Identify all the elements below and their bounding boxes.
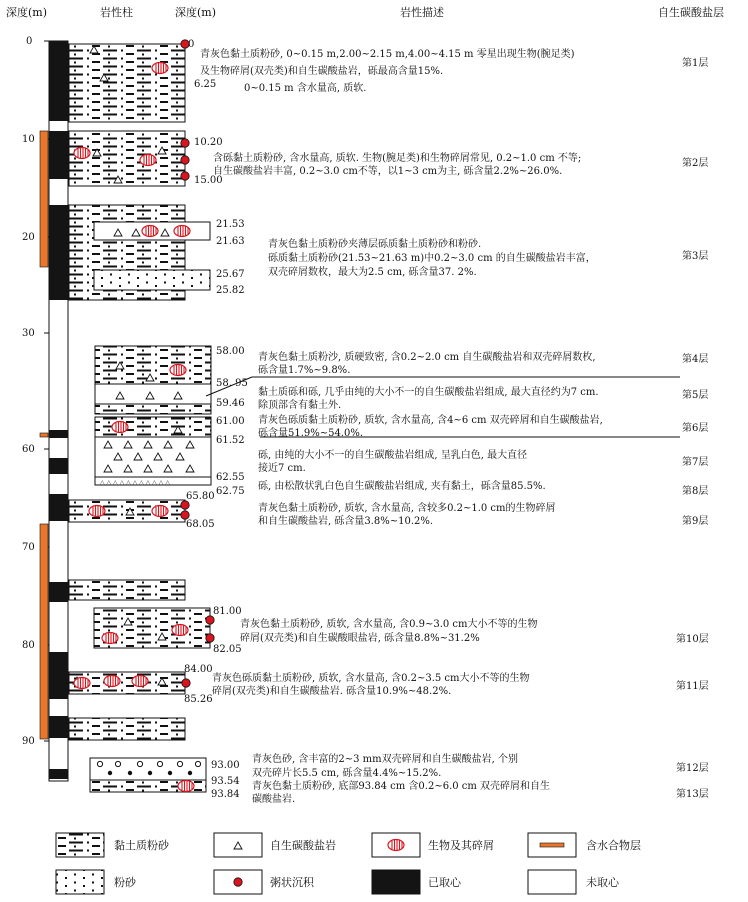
desc-line: 砾, 由松散状乳白色自生碳酸盐岩组成, 夹有黏土，砾含量85.5%.	[258, 481, 546, 492]
depth-label: 61.00	[216, 416, 245, 427]
desc-line: 砾含量1.7%~9.8%.	[258, 365, 351, 376]
depth-label: 10.20	[194, 137, 223, 148]
desc-line: 接近7 cm.	[258, 463, 306, 474]
svg-text:△ △ △ △ △ △ △ △ △ △ △: △ △ △ △ △ △ △ △ △ △ △	[100, 479, 170, 486]
header-description: 岩性描述	[400, 6, 444, 19]
header	[6, 5, 724, 19]
desc-line: 双壳碎屑数枚，最大为2.5 cm, 砾含量37. 2%.	[268, 267, 477, 278]
legend-label: 粉砂	[114, 876, 136, 889]
legend-label: 生物及其碎屑	[428, 839, 494, 852]
lith-block	[69, 718, 185, 740]
desc-line: 砾质黏土质粉砂(21.53~21.63 m)中0.2~3.0 cm 的自生碳酸盐岩丰富，	[268, 253, 596, 264]
layer-label: 第10层	[676, 634, 709, 645]
layer-label: 第5层	[682, 390, 709, 401]
desc-line: 砾含量51.9%~54.0%.	[258, 428, 364, 439]
layer-label: 第1层	[682, 58, 709, 69]
depth-tick: 70	[22, 542, 35, 553]
desc-line: 青灰色黏土质粉砂夹薄层砾质黏土质粉砂和粉砂.	[268, 239, 482, 250]
legend-label: 未取心	[586, 876, 619, 889]
layer-label: 第2层	[682, 158, 709, 169]
layer-label: 第12层	[676, 763, 709, 774]
legend-label: 黏土质粉砂	[114, 839, 169, 852]
desc-line: 0~0.15 m 含水量高, 质软.	[244, 83, 367, 94]
legend-swatch-silt	[56, 870, 104, 894]
desc-line: 青灰色黏土质粉砂, 0~0.15 m,2.00~2.15 m,4.00~4.15 m 零星出现生物(腕足类)	[200, 49, 575, 60]
desc-line: 砾, 由纯的大小不一的自生碳酸盐岩组成, 呈乳白色, 最大直径	[258, 450, 528, 461]
lith-block	[69, 580, 185, 600]
desc-line: 青灰色砾质黏土质粉砂, 质软, 含水量高, 含0.2~3.5 cm大小不等的生物	[212, 673, 530, 684]
hydrate-bar	[40, 433, 48, 437]
desc-line: 自生碳酸盐岩丰富, 0.2~3.0 cm不等，以1~3 cm为主, 砾含量2.2%~26.0%.	[213, 166, 563, 177]
layer-label: 第9层	[682, 516, 709, 527]
depth-label: 93.54	[211, 776, 240, 787]
desc-line: 青灰色砂, 含丰富的2~3 mm双壳碎屑和自生碳酸盐岩, 个别	[252, 754, 518, 765]
legend-label: 粥状沉积	[270, 876, 314, 889]
desc-line: 和自生碳酸盐岩, 砾含量3.8%~10.2%.	[258, 516, 434, 527]
depth-label: 58. 95	[216, 378, 248, 389]
depth-label: 93.84	[211, 789, 240, 800]
desc-line: 碎屑(双壳类)和自生碳酸盐岩. 砾含量10.9%~48.2%.	[212, 686, 452, 697]
header-depth-left: 深度(m)	[6, 6, 48, 19]
depth-tick: 90	[22, 736, 35, 747]
depth-label: 62.55	[216, 472, 245, 483]
desc-line: 及生物碎屑(双壳类)和自生碳酸盐岩，砾最高含量15%.	[200, 66, 444, 77]
legend-swatch-clay-silt	[56, 833, 104, 857]
depth-label: 62.75	[216, 486, 245, 497]
depth-tick: 0	[26, 36, 33, 47]
legend-label: 已取心	[428, 876, 461, 889]
depth-label: 84.00	[184, 664, 213, 675]
depth-label: 81.00	[213, 606, 242, 617]
layer-labels	[676, 56, 709, 800]
legend-swatch-not-cored	[528, 870, 576, 894]
depth-label: 59.46	[216, 398, 245, 409]
depth-label: 25.67	[216, 269, 245, 280]
legend	[56, 833, 641, 894]
depth-tick: 80	[22, 640, 35, 651]
desc-line: 碳酸盐岩.	[252, 794, 296, 805]
depth-label: 58.00	[216, 346, 245, 357]
hydrate-bar	[40, 131, 48, 267]
depth-label: 85.26	[184, 694, 213, 705]
lith-block	[90, 758, 206, 780]
lith-block	[69, 44, 185, 122]
desc-line: 青灰色黏土质粉砂, 质软, 含水量高, 含0.9~3.0 cm大小不等的生物	[240, 619, 538, 630]
hydrate-bars	[40, 131, 48, 739]
desc-line: 青灰色黏土质粉沙, 质硬致密, 含0.2~2.0 cm 自生碳酸盐岩和双壳碎屑数枚,	[258, 352, 596, 363]
lith-block	[95, 346, 211, 384]
depth-tick: 60	[22, 444, 35, 455]
header-depth-right: 深度(m)	[175, 6, 217, 19]
layer-label: 第4层	[682, 354, 709, 365]
depth-label: 6.25	[194, 79, 217, 90]
depth-label: 61.52	[216, 435, 245, 446]
hydrate-bar	[40, 524, 48, 739]
desc-line: 双壳碎片长5.5 cm, 砾含量4.4%~15.2%.	[252, 768, 442, 779]
desc-line: 青灰色砾质黏土质粉砂, 质软, 含水量高, 含4~6 cm 双壳碎屑和自生碳酸盐岩,	[258, 415, 603, 426]
depth-label: 0	[188, 39, 195, 50]
depth-label: 93.00	[211, 760, 240, 771]
legend-label: 自生碳酸盐岩	[270, 839, 336, 852]
desc-line: 除顶部含有黏土外.	[258, 400, 342, 411]
depth-label: 68.05	[186, 519, 215, 530]
header-lithology: 岩性柱	[100, 6, 133, 19]
lith-block	[69, 131, 185, 186]
depth-label: 21.63	[216, 236, 245, 247]
descriptions	[200, 47, 603, 805]
desc-line: 青灰色黏土质粉砂, 底部93.84 cm 含0.2~6.0 cm 双壳碎屑和自生	[252, 781, 551, 792]
depth-label: 65.80	[186, 491, 215, 502]
depth-label: 25.82	[216, 285, 245, 296]
lithology-column	[69, 40, 217, 792]
legend-swatch-cored	[372, 870, 420, 894]
desc-line: 碎屑(双壳类)和自生碳酸眼盐岩, 砾含量8.8%~31.2%	[240, 633, 480, 644]
layer-label: 第8层	[682, 486, 709, 497]
desc-line: 黏土质砾和砾, 几乎由纯的大小不一的自生碳酸盐岩组成, 最大直径约为7 cm.	[258, 387, 599, 398]
core-recovery-column	[49, 41, 68, 781]
depth-tick: 10	[22, 134, 35, 145]
layer-label: 第13层	[676, 789, 709, 800]
desc-line: 青灰色黏土质粉砂, 质软, 含水量高, 含较多0.2~1.0 cm的生物碎屑	[258, 503, 556, 514]
header-layer: 自生碳酸盐层	[658, 6, 724, 19]
layer-label: 第6层	[682, 423, 709, 434]
depth-tick: 30	[22, 328, 35, 339]
layer-label: 第11层	[676, 681, 709, 692]
depth-label: 21.53	[216, 219, 245, 230]
layer-label: 第7层	[682, 457, 709, 468]
desc-line: 含砾黏土质粉砂, 含水量高, 质软. 生物(腕足类)和生物碎屑常见, 0.2~1.0 cm 不等;	[213, 153, 582, 164]
depth-label: 15.00	[194, 175, 223, 186]
layer-label: 第3层	[682, 251, 709, 262]
legend-label: 含水合物层	[586, 839, 641, 852]
depth-label: 82.05	[213, 644, 242, 655]
depth-tick: 20	[22, 232, 35, 243]
